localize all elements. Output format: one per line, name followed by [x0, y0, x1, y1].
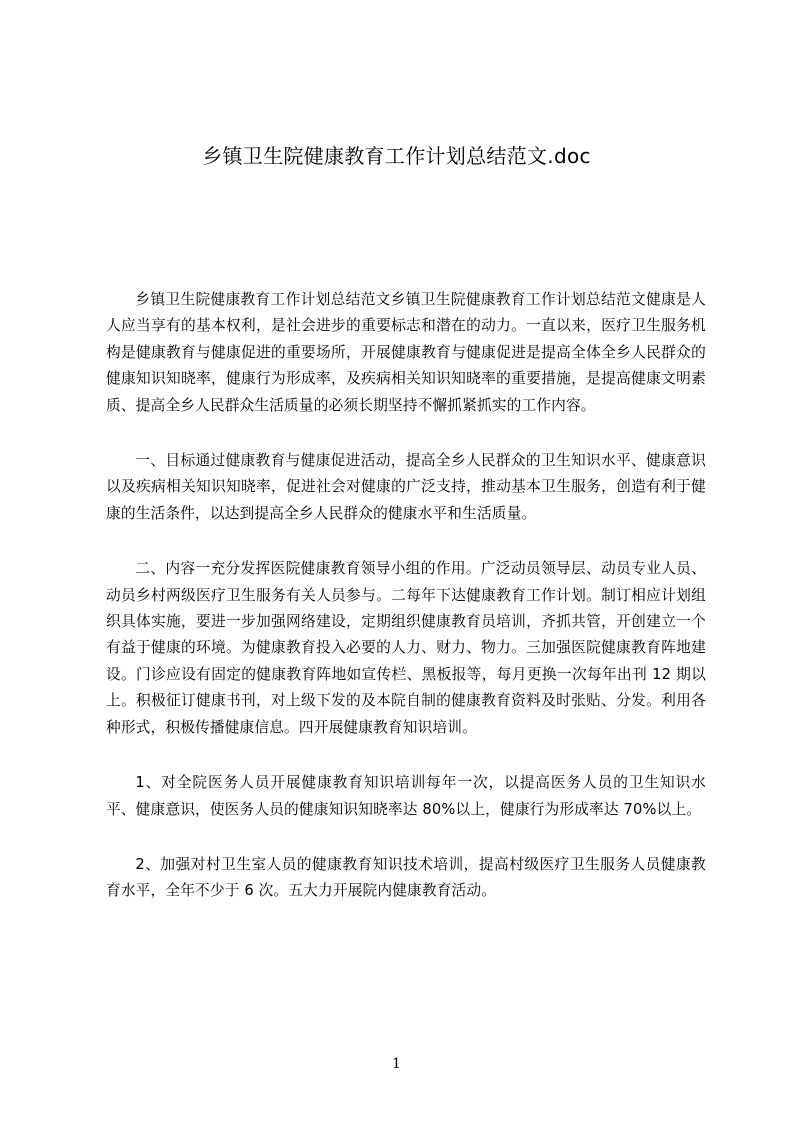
document-title: 乡镇卫生院健康教育工作计划总结范文.doc [202, 144, 591, 168]
paragraph-staff-training: 1、对全院医务人员开展健康教育知识培训每年一次，以提高医务人员的卫生知识水平、健康意识，使医务人员的健康知识知晓率达 80%以上，健康行为形成率达 70%以上。 [106, 774, 706, 818]
paragraph-goals: 一、目标通过健康教育与健康促进活动，提高全乡人民群众的卫生知识水平、健康意识以及疾病相关知识知晓率，促进社会对健康的广泛支持，推动基本卫生服务，创造有利于健康的生活条件，以达到提高全乡人民群众的健康水平和生活质量。 [106, 452, 706, 522]
paragraph-content: 二、内容一充分发挥医院健康教育领导小组的作用。广泛动员领导层、动员专业人员、动员乡村两级医疗卫生服务有关人员参与。二每年下达健康教育工作计划。制订相应计划组织具体实施，要进一步加强网络建设，定期组织健康教育员培训，齐抓共管，开创建立一个有益于健康的环境。为健康教育投入必要的人力、财力、物力。三加强医院健康教育阵地建设。门诊应设有固定的健康教育阵地如宣传栏、黑板报等，每月更换一次每年出刊 12 期以上。积极征订健康书刊，对上级下发的及本院自制的健康教育资料及时张贴、分发。利用各种形式，积极传播健康信息。四开展健康教育知识培训。 [106, 560, 706, 736]
paragraph-intro: 乡镇卫生院健康教育工作计划总结范文乡镇卫生院健康教育工作计划总结范文健康是人人应当享有的基本权利，是社会进步的重要标志和潜在的动力。一直以来，医疗卫生服务机构是健康教育与健康促进的重要场所，开展健康教育与健康促进是提高全体全乡人民群众的健康知识知晓率，健康行为形成率，及疾病相关知识知晓率的重要措施，是提高健康文明素质、提高全乡人民群众生活质量的必须长期坚持不懈抓紧抓实的工作内容。 [106, 291, 706, 414]
document-body [106, 287, 706, 934]
page-number: 1 [392, 1056, 401, 1072]
paragraph-village-training: 2、加强对村卫生室人员的健康教育知识技术培训，提高村级医疗卫生服务人员健康教育水平，全年不少于 6 次。五大力开展院内健康教育活动。 [106, 855, 706, 900]
